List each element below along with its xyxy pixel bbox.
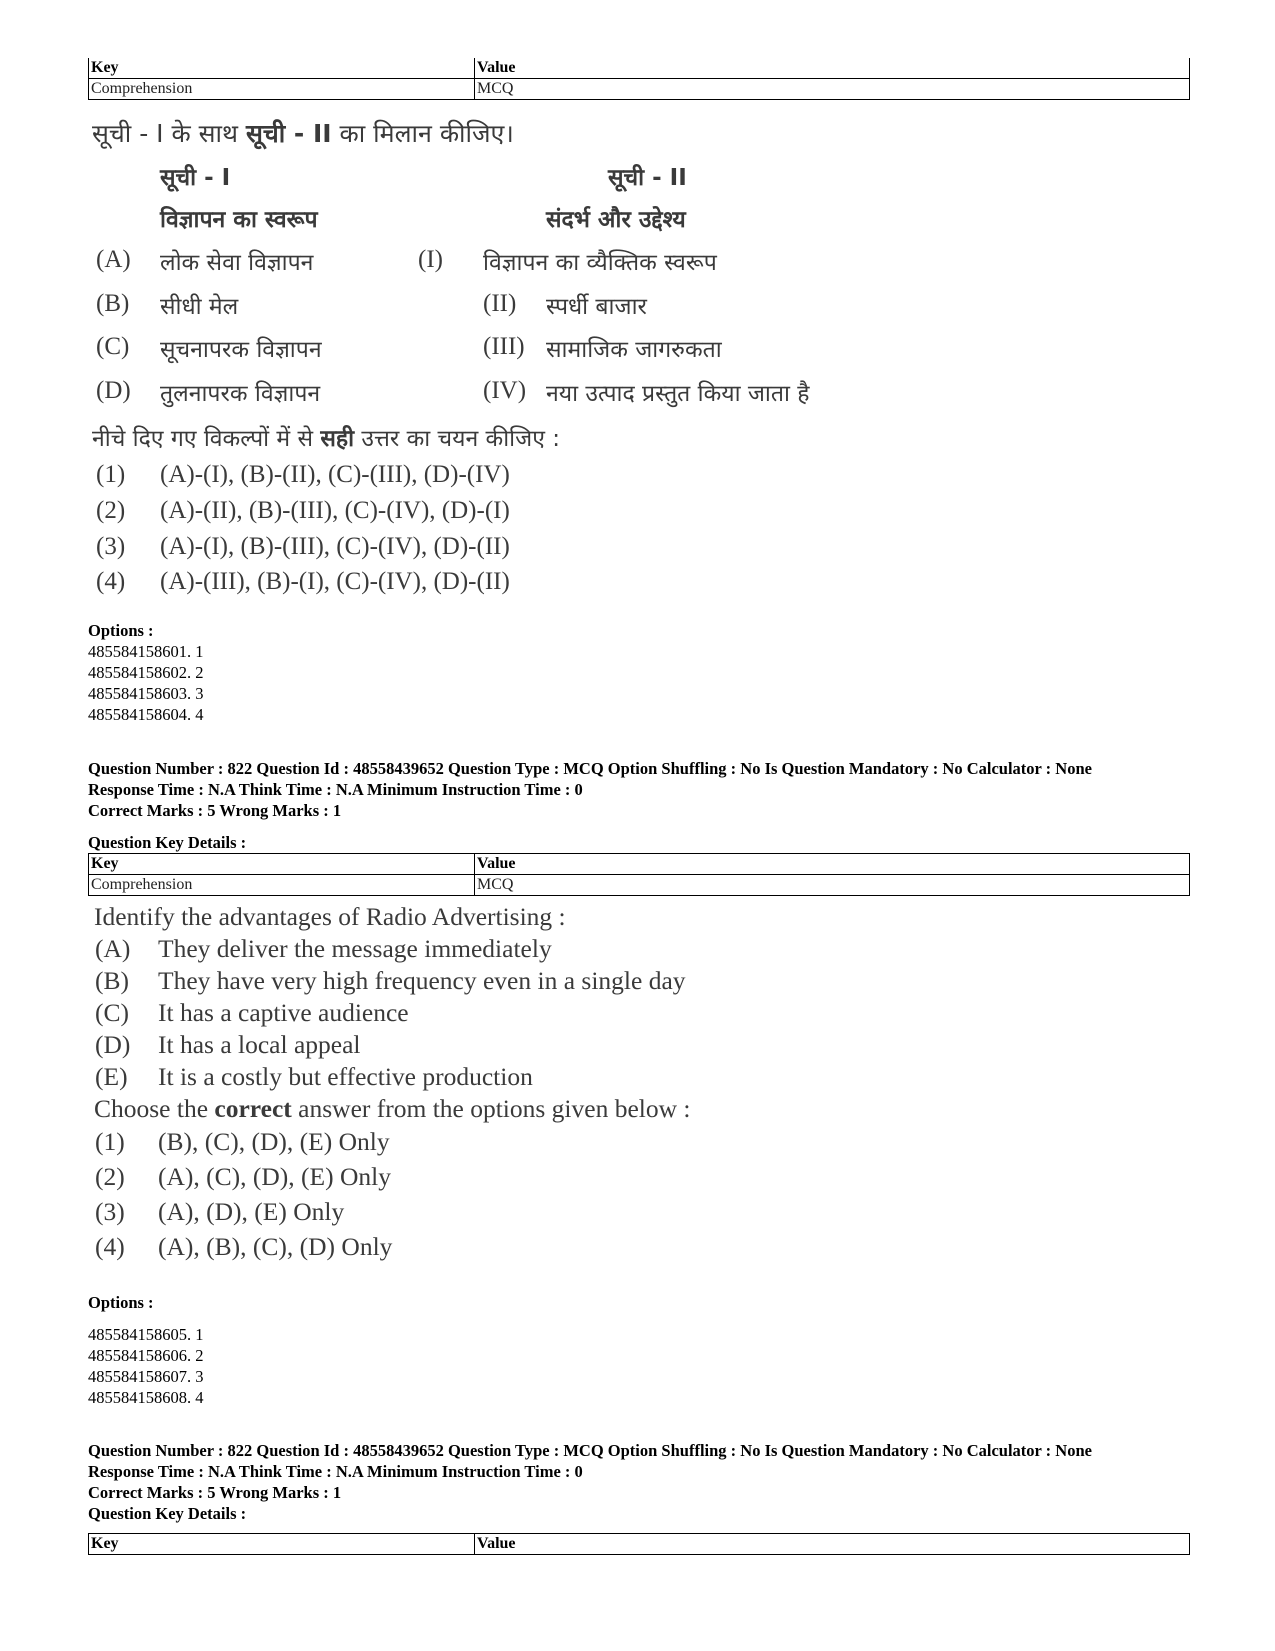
q2-item-a-text: They deliver the message immediately — [158, 934, 552, 963]
q2-choice-3-text: (A), (D), (E) Only — [158, 1197, 345, 1226]
list2-header: सूची - II — [608, 165, 687, 191]
q2-options-label: Options : — [88, 1293, 154, 1312]
key-cell: Comprehension — [89, 875, 475, 896]
value-header: Value — [475, 854, 1190, 875]
q1-option-1: 485584158601. 1 — [88, 642, 204, 661]
q2-choice-2-number: (2) — [95, 1162, 125, 1191]
value-header: Value — [475, 58, 1190, 79]
q2-option-3: 485584158607. 3 — [88, 1367, 204, 1386]
q2-choice-3-number: (3) — [95, 1197, 125, 1226]
q1-option-4: 485584158604. 4 — [88, 705, 204, 724]
q2-meta-line3: Correct Marks : 5 Wrong Marks : 1 — [88, 801, 342, 820]
q3-meta-line3: Correct Marks : 5 Wrong Marks : 1 — [88, 1483, 342, 1502]
value-cell: MCQ — [475, 79, 1190, 100]
q2-item-e-text: It is a costly but effective production — [158, 1062, 533, 1091]
q2-title: Identify the advantages of Radio Advertising : — [94, 902, 566, 931]
list1-header: सूची - I — [160, 165, 231, 191]
row-ii-label: (II) — [483, 290, 517, 317]
row-a-text: लोक सेवा विज्ञापन — [160, 250, 314, 276]
q2-choice-2-text: (A), (C), (D), (E) Only — [158, 1162, 391, 1191]
q2-item-e-label: (E) — [95, 1062, 128, 1091]
q1-choice-4-text: (A)-(III), (B)-(I), (C)-(IV), (D)-(II) — [160, 568, 510, 595]
question-key-table — [88, 58, 1190, 100]
key-cell: Comprehension — [89, 79, 475, 100]
q1-choice-3-text: (A)-(I), (B)-(III), (C)-(IV), (D)-(II) — [160, 533, 510, 560]
q2-option-1: 485584158605. 1 — [88, 1325, 204, 1344]
key-header: Key — [89, 854, 475, 875]
value-header: Value — [475, 1534, 1190, 1555]
row-d-text: तुलनापरक विज्ञापन — [160, 381, 321, 407]
q2-option-4: 485584158608. 4 — [88, 1388, 204, 1407]
q2-instruction: Choose the correct answer from the options given below : — [94, 1094, 691, 1123]
row-ii-text: स्पर्धी बाजार — [546, 294, 647, 320]
q1-option-3: 485584158603. 3 — [88, 684, 204, 703]
q2-choice-4-text: (A), (B), (C), (D) Only — [158, 1232, 393, 1261]
row-a-label: (A) — [96, 246, 131, 273]
row-i-label: (I) — [418, 246, 443, 273]
q1-choice-1-text: (A)-(I), (B)-(II), (C)-(III), (D)-(IV) — [160, 461, 510, 488]
q1-choice-3-number: (3) — [96, 533, 126, 560]
q2-option-2: 485584158606. 2 — [88, 1346, 204, 1365]
q2-item-d-text: It has a local appeal — [158, 1030, 361, 1059]
row-c-text: सूचनापरक विज्ञापन — [160, 337, 322, 363]
q2-item-c-label: (C) — [95, 998, 129, 1027]
q1-title: सूची - I के साथ सूची - II का मिलान कीजिए। — [92, 119, 514, 148]
q1-choice-4-number: (4) — [96, 568, 126, 595]
q2-item-d-label: (D) — [95, 1030, 131, 1059]
q2-item-b-label: (B) — [95, 966, 129, 995]
row-b-label: (B) — [96, 290, 130, 317]
q1-choice-2-number: (2) — [96, 497, 126, 524]
question-key-table — [88, 1533, 1190, 1555]
row-c-label: (C) — [96, 333, 130, 360]
list2-subheader: संदर्भ और उद्देश्य — [546, 207, 686, 233]
q2-item-c-text: It has a captive audience — [158, 998, 409, 1027]
row-iii-text: सामाजिक जागरुकता — [546, 337, 722, 363]
q2-choice-1-number: (1) — [95, 1127, 125, 1156]
value-cell: MCQ — [475, 875, 1190, 896]
key-header: Key — [89, 58, 475, 79]
q1-instruction: नीचे दिए गए विकल्पों में से सही उत्तर का चयन कीजिए : — [92, 426, 560, 452]
row-i-text: विज्ञापन का व्यैक्तिक स्वरूप — [483, 250, 717, 276]
row-iv-label: (IV) — [483, 377, 527, 404]
q3-key-details-label: Question Key Details : — [88, 1504, 247, 1523]
question-key-table — [88, 853, 1190, 896]
row-iii-label: (III) — [483, 333, 525, 360]
q1-options-label: Options : — [88, 621, 154, 640]
list1-subheader: विज्ञापन का स्वरूप — [160, 207, 318, 233]
row-d-label: (D) — [96, 377, 131, 404]
q2-meta-line2: Response Time : N.A Think Time : N.A Minimum Instruction Time : 0 — [88, 780, 583, 799]
row-b-text: सीधी मेल — [160, 294, 239, 320]
q1-choice-2-text: (A)-(II), (B)-(III), (C)-(IV), (D)-(I) — [160, 497, 510, 524]
q2-item-a-label: (A) — [95, 934, 131, 963]
q3-meta-line2: Response Time : N.A Think Time : N.A Minimum Instruction Time : 0 — [88, 1462, 583, 1481]
row-iv-text: नया उत्पाद प्रस्तुत किया जाता है — [546, 381, 810, 407]
q2-key-details-label: Question Key Details : — [88, 833, 247, 852]
q2-item-b-text: They have very high frequency even in a single day — [158, 966, 686, 995]
q1-option-2: 485584158602. 2 — [88, 663, 204, 682]
key-header: Key — [89, 1534, 475, 1555]
q2-choice-4-number: (4) — [95, 1232, 125, 1261]
q2-meta-line1: Question Number : 822 Question Id : 48558439652 Question Type : MCQ Option Shuffling : No Is Question Mandatory : No Calculator : None — [88, 759, 1092, 778]
q2-choice-1-text: (B), (C), (D), (E) Only — [158, 1127, 390, 1156]
q1-choice-1-number: (1) — [96, 461, 126, 488]
q3-meta-line1: Question Number : 822 Question Id : 48558439652 Question Type : MCQ Option Shuffling : No Is Question Mandatory : No Calculator : None — [88, 1441, 1092, 1460]
